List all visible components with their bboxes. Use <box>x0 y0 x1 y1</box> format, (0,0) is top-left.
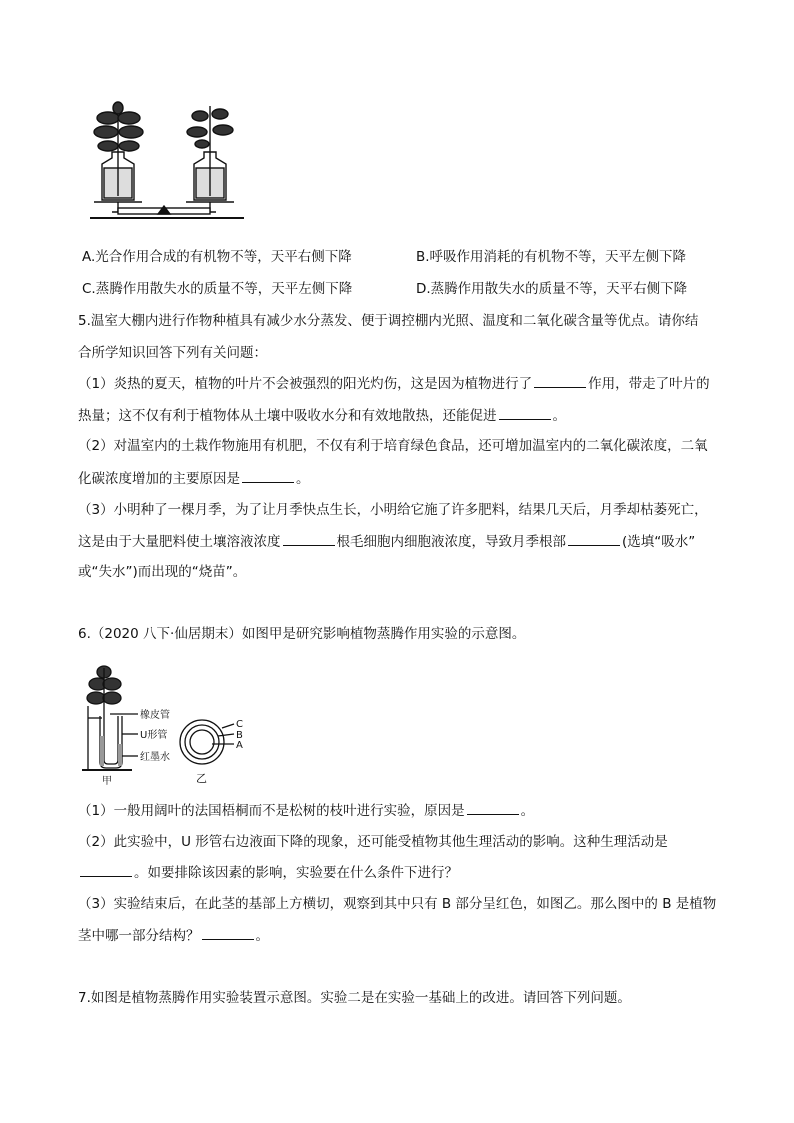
q5-part2-text-c: 。 <box>296 471 310 487</box>
answer-blank[interactable] <box>499 405 551 420</box>
q5-part3-line-3: 或“失水”)而出现的“烧苗”。 <box>78 564 247 580</box>
answer-blank[interactable] <box>202 925 254 940</box>
q6-part3-text-c: 。 <box>255 928 269 944</box>
q5-part1-text-a: （1）炎热的夏天，植物的叶片不会被强烈的阳光灼伤，这是因为植物进行了 <box>78 376 533 392</box>
answer-blank[interactable] <box>534 373 586 388</box>
label-c: C <box>236 719 243 730</box>
label-rubber-tube: 橡皮管 <box>140 710 170 721</box>
q5-part1-line-1 <box>78 373 710 394</box>
answer-blank[interactable] <box>242 468 294 483</box>
q6-part1-text-a: （1）一般用阔叶的法国梧桐而不是松树的枝叶进行实验，原因是 <box>78 803 465 819</box>
q5-part3-line-2 <box>78 531 695 552</box>
q6-part3-text-b: 茎中哪一部分结构？ <box>78 928 200 944</box>
label-red-ink: 红墨水 <box>140 752 170 763</box>
q5-stem-line-2: 合所学知识回答下列有关问题： <box>78 345 267 361</box>
q5-part2-line-2 <box>78 468 310 489</box>
option-a: A.光合作用合成的有机物不等，天平右侧下降 <box>82 249 352 265</box>
option-c: C.蒸腾作用散失水的质量不等，天平左侧下降 <box>82 281 353 297</box>
q6-part3-line-2 <box>78 925 269 946</box>
q7-stem: 7.如图是植物蒸腾作用实验装置示意图。实验二是在实验一基础上的改进。请回答下列问题。 <box>78 990 631 1006</box>
q6-part2-text-b: 。如要排除该因素的影响，实验要在什么条件下进行？ <box>134 865 458 881</box>
q6-part1-text-b: 。 <box>520 803 535 819</box>
q6-stem: 6.（2020 八下·仙居期末）如图甲是研究影响植物蒸腾作用实验的示意图。 <box>78 626 526 642</box>
label-yi: 乙 <box>196 772 207 785</box>
q5-part1-line-2 <box>78 405 566 426</box>
q5-part2-text-b: 化碳浓度增加的主要原因是 <box>78 471 240 487</box>
q5-part2-line-1: （2）对温室内的土栽作物施用有机肥，不仅有利于培育绿色食品，还可增加温室内的二氧化碳浓度，二氧 <box>78 438 708 454</box>
q5-part1-text-b: 作用，带走了叶片的 <box>588 376 710 392</box>
q6-part2-line-1: （2）此实验中，U 形管右边液面下降的现象，还可能受植物其他生理活动的影响。这种生理活动是 <box>78 834 668 850</box>
label-jia: 甲 <box>102 776 112 786</box>
q6-part3-line-1: （3）实验结束后，在此茎的基部上方横切，观察到其中只有 B 部分呈红色，如图乙。那么图中的 B 是植物 <box>78 896 717 912</box>
answer-blank[interactable] <box>283 531 335 546</box>
q5-part3-line-1: （3）小明种了一棵月季，为了让月季快点生长，小明给它施了许多肥料，结果几天后，月季却枯萎死亡， <box>78 502 708 518</box>
q5-part3-text-d: (选填“吸水” <box>622 534 696 550</box>
option-b: B.呼吸作用消耗的有机物不等，天平左侧下降 <box>416 249 687 265</box>
balance-figure <box>82 100 254 222</box>
label-u-tube: U形管 <box>140 730 168 741</box>
transpiration-apparatus-figure <box>82 658 252 786</box>
q6-part2-line-2 <box>78 862 458 883</box>
q5-stem-line-1: 5.温室大棚内进行作物种植具有减少水分蒸发、便于调控棚内光照、温度和二氧化碳含量等优点。请你结 <box>78 313 699 329</box>
label-b: B <box>236 730 243 741</box>
label-a: A <box>236 740 243 751</box>
answer-blank[interactable] <box>568 531 620 546</box>
q6-part1 <box>78 800 534 821</box>
option-d: D.蒸腾作用散失水的质量不等，天平右侧下降 <box>416 281 688 297</box>
q5-part1-text-d: 。 <box>552 408 566 424</box>
q5-part3-text-c: 根毛细胞内细胞液浓度，导致月季根部 <box>336 534 566 550</box>
q5-part3-text-b: 这是由于大量肥料使土壤溶液浓度 <box>78 534 281 550</box>
q5-part1-text-c: 热量；这不仅有利于植物体从土壤中吸收水分和有效地散热，还能促进 <box>78 408 497 424</box>
answer-blank[interactable] <box>80 862 132 877</box>
answer-blank[interactable] <box>467 800 519 815</box>
